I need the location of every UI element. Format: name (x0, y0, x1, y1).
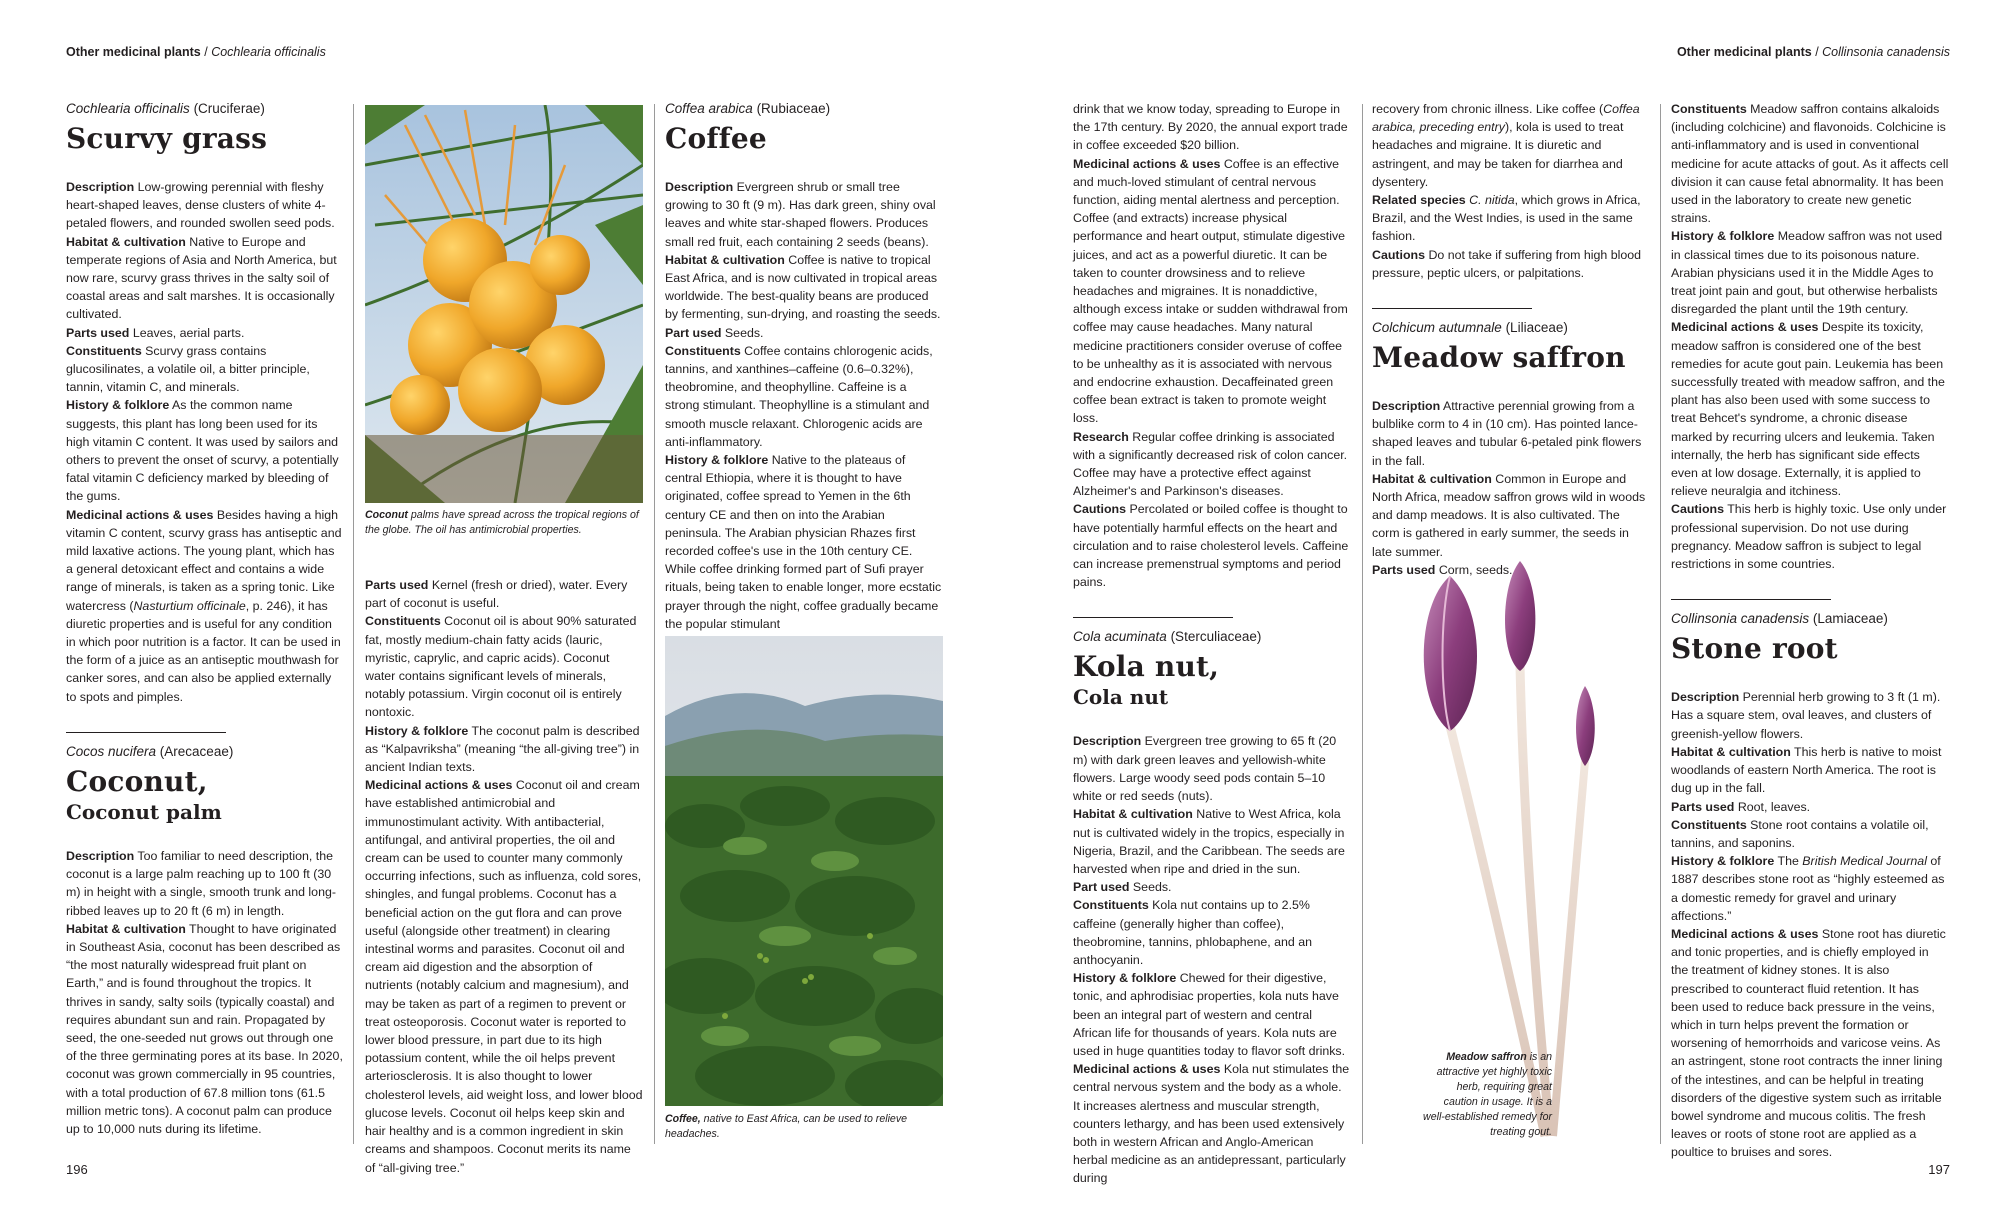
section-name: Other medicinal plants (66, 45, 201, 59)
latin-name: Cochlearia officinalis (Cruciferae) (66, 101, 265, 116)
habitat: Habitat & cultivation Coffee is native to tropical East Africa, and is now cultivated in tropical areas worldwide. The best-quality beans are produced by fermenting, sun-drying, and roasting the seeds. (665, 252, 941, 322)
history: History & folklore Chewed for their digestive, tonic, and aphrodisiac properties, kola nuts have been an integral part of western and central African life for thousands of years. Kola nuts are used in huge quantities today to flavor soft drinks. (1073, 971, 1346, 1058)
constituents: Constituents Meadow saffron contains alkaloids (including colchicine) and flavonoids. Colchicine is anti-inflammatory and is used in conventional medicine for acute attacks of gout. As it affects cell division it can cause fetal abnormality. It has been used in the laboratory to create new genetic strains. (1671, 102, 1949, 226)
coconut-palm-image (365, 105, 643, 503)
column-1 (66, 100, 344, 1138)
constituents: Constituents Coffee contains chlorogenic acids, tannins, and xanthines–caffeine (0.6–0.32%), theobromine, and theophylline. Caffeine is a strong stimulant. Theophylline is a stimulant and smooth muscle relaxant. Chlorogenic acids are anti-inflammatory. (665, 343, 933, 449)
parts-used: Parts used Corm, seeds. (1372, 562, 1513, 577)
section-name: Other medicinal plants (1676, 45, 1812, 59)
entry-coffee (665, 100, 943, 633)
description: Description Perennial herb growing to 3 ft (1 m). Has a square stem, oval leaves, and clusters of greenish-yellow flowers. (1671, 690, 1941, 741)
research: Research Regular coffee drinking is associated with a significantly decreased risk of colon cancer. Coffee may have a protective effect against Alzheimer's and Parkinson's diseases. (1073, 429, 1348, 499)
parts-used: Parts used Leaves, aerial parts. (66, 325, 245, 340)
column-2 (365, 576, 643, 1177)
history: History & folklore As the common name suggests, this plant has long been used for its high vitamin C content. It was used by sailors and others to prevent the onset of scurvy, a potentially fatal vitamin C deficiency marked by bleeding of the gums. (66, 398, 339, 504)
medicinal-uses: Medicinal actions & uses Stone root has diuretic and tonic properties, and is chiefly employed in the treatment of kidney stones. It is also prescribed to counteract fluid retention. It has been used to reduce back pressure in the veins, which in turn helps prevent the formation or worsening of hemorrhoids and varicose veins. As an astringent, stone root contracts the inner lining of the intestines, and can be helpful in treating disorders of the digestive system such as irritable bowel syndrome and mucous colitis. The fresh leaves or roots of stone root are applied as a poultice to bruises and sores. (1671, 926, 1946, 1160)
history: History & folklore Native to the plateaus of central Ethiopia, where it is thought to have originated, coffee spread to Yemen in the 6th century CE and then on into the Arabian peninsula. The Arabian physician Rhazes first recorded coffee's use in the 10th century CE. While coffee drinking formed part of Sufi prayer rituals, being taken to enable longer, more ecstatic prayer through the night, coffee gradually became the popular stimulant (665, 453, 942, 631)
entry-title: Meadow saffron (1372, 341, 1626, 375)
column-rule (353, 104, 354, 1144)
coconut-photo (365, 105, 643, 503)
habitat: Habitat & cultivation Native to West Africa, kola nut is cultivated widely in the tropics, especially in Nigeria, Brazil, and the Caribbean. The seeds are harvested when ripe and dried in the sun. (1073, 807, 1345, 876)
entry-title: Stone root (1671, 632, 1838, 666)
entry-meadow-saffron (1372, 319, 1650, 579)
running-head-left: Other medicinal plants / Cochlearia officinalis (66, 45, 326, 59)
entry-divider (1671, 599, 1831, 600)
parts-used: Part used Seeds. (1073, 880, 1172, 895)
column-rule (654, 104, 655, 1144)
entry-subtitle: Coconut palm (66, 799, 222, 824)
entry-stone-root (1671, 610, 1949, 1161)
coffee-photo (665, 636, 943, 1106)
column-5 (1372, 100, 1650, 579)
description: Description Attractive perennial growing from a bulblike corm to 4 in (10 cm). Has pointed lance-shaped leaves and tubular 6-petaled pink flowers in the fall. (1372, 399, 1642, 468)
parts-used: Parts used Kernel (fresh or dried), water. Every part of coconut is useful. (365, 578, 628, 611)
cautions: Cautions Percolated or boiled coffee is thought to have potentially harmful effects on the heart and circulation and to raise cholesterol levels. Caffeine can increase premenstrual symptoms and period pains. (1073, 502, 1349, 590)
latin-name: Cocos nucifera (Arecaceae) (66, 743, 234, 759)
page-number-right: 197 (1928, 1162, 1950, 1177)
medicinal-uses: Medicinal actions & uses Coconut oil and cream have established antimicrobial and immunostimulant activity. With antibacterial, antifungal, and antiviral properties, the oil and cream can be used to counter many commonly occurring infections, such as influenza, cold sores, shingles, and fungal problems. Coconut has a beneficial action on the gut flora and can prove useful (alongside other treatment) in clearing intestinal worms and parasites. Coconut oil and cream aid digestion and the absorption of nutrients (notably calcium and magnesium), and may be taken as part of a regimen to prevent or treat osteoporosis. Coconut water is reported to lower blood pressure, in part due to its high potassium content, while the oil helps prevent arteriosclerosis. It is also thought to lower cholesterol levels, aid weight loss, and lower blood glucose levels. Coconut oil helps keep skin and hair healthy and is a common ingredient in skin creams and shampoos. Coconut merits its name of “all-giving tree.” (365, 778, 643, 1175)
history: History & folklore The coconut palm is described as “Kalpavriksha” (meaning “the all-giving tree”) in ancient Indian texts. (365, 723, 640, 775)
latin-name: Colchicum autumnale (Liliaceae) (1372, 320, 1568, 336)
entry-divider (1372, 308, 1532, 309)
entry-title: Coconut, (66, 764, 208, 798)
coffee-caption: Coffee, native to East Africa, can be used to relieve headaches. (665, 1113, 908, 1140)
medicinal-uses: Medicinal actions & uses Kola nut stimulates the central nervous system and the body as a whole. It increases alertness and muscular strength, counters lethargy, and has been used extensively both in western African and Anglo-American herbal medicine as an antidepressant, particularly during (1073, 1062, 1350, 1186)
history-continued: drink that we know today, spreading to Europe in the 17th century. By 2020, the annual export trade in coffee exceeded $20 billion. (1073, 102, 1348, 153)
meadow-saffron-caption: Meadow saffron is an attractive yet highly toxic herb, requiring great caution in usage. It is a well-established remedy for treating gout. (1423, 1051, 1552, 1138)
running-head-right: Other medicinal plants / Collinsonia canadensis (1676, 45, 1950, 59)
entry-title: Scurvy grass (66, 122, 268, 155)
related-species: Related species C. nitida, which grows in Africa, Brazil, and the West Indies, is used in the same fashion. (1372, 193, 1641, 244)
habitat: Habitat & cultivation Thought to have originated in Southeast Asia, coconut has been described as “the most naturally widespread fruit plant on Earth,” and is found throughout the tropics. It thrives in sandy, salty soils (typically coastal) and requires abundant sun and rain. Propagated by seed, the one-seeded nut grows out through one of the three germinating pores at its base. In 2020, coconut was grown commercially in 95 countries, with a total production of 67.8 million tons (61.5 million metric tons). A coconut palm can produce up to 10,000 nuts during its lifetime. (66, 921, 343, 1136)
description: Description Evergreen tree growing to 65 ft (20 m) with dark green leaves and yellowish-white flowers. Large woody seed pods contain 5–10 white or red seeds (nuts). (1073, 734, 1337, 804)
history: History & folklore The British Medical Journal of 1887 describes stone root as “highly esteemed as a domestic remedy for gravel and urinary affections.” (1671, 854, 1945, 923)
medicinal-uses: Medicinal actions & uses Despite its toxicity, meadow saffron is considered one of the best remedies for acute gout pain. Leukemia has been successfully treated with meadow saffron, and the plant has also been used with some success to treat Behcet's syndrome, a chronic disease marked by recurring ulcers and leukemia. Taken internally, the herb has significant side effects even at low dosage. Externally, it is applied to relieve neuralgia and itchiness. (1671, 320, 1945, 499)
parts-used: Parts used Root, leaves. (1671, 799, 1811, 814)
constituents: Constituents Stone root contains a volatile oil, tannins, and saponins. (1671, 817, 1929, 850)
latin-name: Coffea arabica (Rubiaceae) (665, 101, 831, 116)
latin-name: Cola acuminata (Sterculiaceae) (1073, 629, 1262, 645)
habitat: Habitat & cultivation This herb is native to moist woodlands of eastern North America. The root is dug up in the fall. (1671, 744, 1942, 796)
constituents: Constituents Coconut oil is about 90% saturated fat, mostly medium-chain fatty acids (lauric, myristic, caprylic, and capric acids). Coconut water contains significant levels of minerals, notably potassium. Virgin coconut oil is entirely nontoxic. (365, 614, 637, 720)
column-4 (1073, 100, 1351, 1188)
latin-name: Collinsonia canadensis (Lamiaceae) (1671, 611, 1888, 627)
description: Description Too familiar to need description, the coconut is a large palm reaching up to 100 ft (30 m) in height with a single, smooth trunk and long-ribbed leaves up to 20 ft (6 m) in length. (66, 848, 336, 918)
medicinal-uses-continued: recovery from chronic illness. Like coffee (Coffea arabica, preceding entry), kola is used to treat headaches and migraine. It is diuretic and astringent, and may be taken for diarrhea and dysentery. (1372, 102, 1640, 189)
page-number-left: 196 (66, 1162, 88, 1177)
constituents: Constituents Kola nut contains up to 2.5% caffeine (generally higher than coffee), theobromine, tannins, phlobaphene, and an anthocyanin. (1073, 898, 1313, 967)
entry-kola-nut (1073, 628, 1351, 1187)
medicinal-uses: Medicinal actions & uses Coffee is an effective and much-loved stimulant of central nervous function, aiding mental alertness and perception. Coffee (and extracts) increase physical performance and heart output, stimulate digestive juices, and act as a powerful diuretic. It can be taken to counter drowsiness and to relieve headaches and migraines. It is nonaddictive, although excess intake or sudden withdrawal from coffee may cause headaches. Many natural medicine practitioners consider overuse of coffee to be unhealthy as it is associated with nervous and endocrine exhaustion. Decaffeinated green coffee bean extract is taken to promote weight loss. (1073, 156, 1348, 426)
habitat: Habitat & cultivation Native to Europe and temperate regions of Asia and North America, but now rare, scurvy grass thrives in the salty soil of coastal areas and salt marshes. It is occasionally cultivated. (66, 234, 337, 322)
entry-divider (66, 732, 226, 733)
habitat: Habitat & cultivation Common in Europe and North Africa, meadow saffron grows wild in woods and damp meadows. It is also cultivated. The corm is gathered in early summer, the seeds in late summer. (1372, 471, 1646, 559)
column-6 (1671, 100, 1949, 1162)
column-3 (665, 100, 943, 633)
entry-subtitle: Cola nut (1073, 685, 1169, 710)
entry-divider (1073, 617, 1233, 618)
entry-title: Kola nut, (1073, 650, 1220, 684)
species-name: Collinsonia canadensis (1822, 45, 1950, 59)
coffee-plant-image (665, 636, 943, 1106)
column-rule (1362, 104, 1363, 1144)
entry-scurvy-grass (66, 100, 344, 706)
species-name: Cochlearia officinalis (211, 45, 326, 59)
cautions: Cautions Do not take if suffering from high blood pressure, peptic ulcers, or palpitations. (1372, 247, 1642, 280)
coconut-caption: Coconut palms have spread across the tropical regions of the globe. The oil has antimicrobial properties. (365, 509, 639, 536)
history: History & folklore Meadow saffron was not used in classical times due to its poisonous nature. Arabian physicians used it in the Middle Ages to treat joint pain and gout, but otherwise herbalists disregarded the plant until the 19th century. (1671, 229, 1943, 317)
cautions: Cautions This herb is highly toxic. Use only under professional supervision. Do not use during pregnancy. Meadow saffron is subject to legal restrictions in some countries. (1671, 502, 1947, 572)
description: Description Evergreen shrub or small tree growing to 30 ft (9 m). Has dark green, shiny oval leaves and white star-shaped flowers. Produces small red fruit, each containing 2 seeds (beans). (665, 180, 936, 249)
entry-coconut (66, 743, 344, 1138)
entry-title: Coffee (665, 122, 767, 155)
medicinal-uses: Medicinal actions & uses Besides having a high vitamin C content, scurvy grass has antiseptic and mild laxative actions. The young plant, which has a general detoxicant effect and contains a wide range of minerals, is taken as a spring tonic. Like watercress (Nasturtium officinale, p. 246), it has diuretic properties and is useful for any condition in which poor nutrition is a factor. It can be used in the form of a juice as an antiseptic mouthwash for canker sores, and can also be applied externally to spots and pimples. (66, 507, 342, 704)
constituents: Constituents Scurvy grass contains glucosilinates, a volatile oil, a bitter principle, tannin, vitamin C, and minerals. (66, 343, 310, 395)
description: Description Low-growing perennial with fleshy heart-shaped leaves, dense clusters of white 4-petaled flowers, and rounded swollen seed pods. (66, 180, 335, 231)
parts-used: Part used Seeds. (665, 325, 764, 340)
column-rule (1660, 104, 1661, 1144)
